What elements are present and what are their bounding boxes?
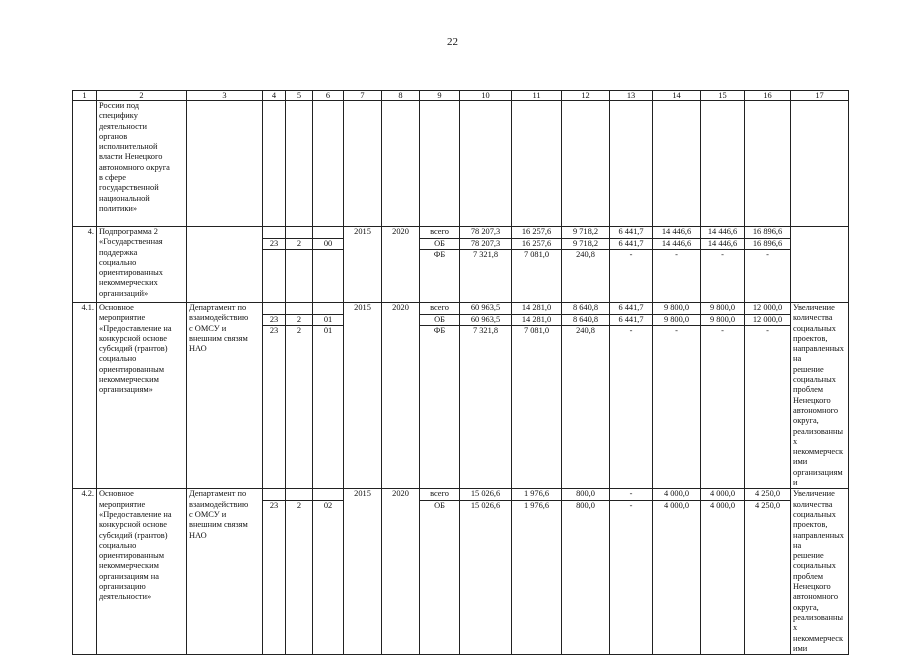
code-col-5-line — [286, 227, 312, 239]
code-col-4-line — [263, 303, 285, 315]
amount-2017-line: - — [629, 500, 633, 510]
funding-source-line: ФБ — [433, 250, 446, 260]
expected-result: Увеличение количества социальных проектов, направленных на решение социальных проблем Ненецкого автономного округа, реализованных некоммерческими организациями — [791, 303, 849, 489]
activity-name: Подпрограмма 2 «Государственная поддержка социально ориентированных некоммерческих организаций» — [97, 227, 187, 303]
amount-2020 — [745, 227, 791, 303]
column-header-7: 7 — [344, 91, 382, 101]
expected-result: Увеличение количества социальных проектов, направленных на решение социальных проблем Ненецкого автономного округа, реализованных некоммерческими — [791, 489, 849, 655]
code-col-4-line — [263, 250, 285, 261]
column-header-9: 9 — [420, 91, 460, 101]
amount-2017 — [610, 303, 653, 489]
amount-2018 — [653, 303, 701, 489]
amount-2017-line: 6 441,7 — [610, 315, 652, 327]
code-col-4 — [263, 227, 286, 303]
code-col-6-line — [313, 489, 343, 501]
amount-2020 — [745, 489, 791, 655]
code-col-6-line — [313, 227, 343, 239]
code-col-5-line — [286, 303, 312, 315]
column-header-8: 8 — [382, 91, 420, 101]
amount-total — [460, 303, 512, 489]
table-row — [73, 227, 849, 303]
column-header-6: 6 — [313, 91, 344, 101]
program-table — [72, 90, 849, 655]
code-col-6-line: 01 — [313, 315, 343, 327]
amount-2020-line: - — [766, 326, 769, 336]
amount-2019-line: 9 800,0 — [701, 303, 744, 315]
amount-2020-line: 12 000,0 — [745, 303, 790, 315]
column-header-4: 4 — [263, 91, 286, 101]
funding-source-line: всего — [420, 489, 459, 501]
activity-name: Основное мероприятие «Предоставление на конкурсной основе субсидий (грантов) социально ориентированным некоммерческим организациям на организацию деятельности» — [97, 489, 187, 655]
amount-2015-line: 16 257,6 — [512, 227, 561, 239]
code-col-4 — [263, 489, 286, 655]
amount-total-line: 60 963,5 — [460, 303, 511, 315]
amount-2016-line: 8 640,8 — [562, 315, 609, 327]
amount-total-line: 7 321,8 — [472, 326, 499, 336]
code-col-6-line — [313, 250, 343, 261]
column-number-header — [73, 91, 849, 101]
column-header-3: 3 — [187, 91, 263, 101]
page-number: 22 — [447, 36, 458, 48]
amount-2017-line: - — [610, 489, 652, 501]
amount-total-line: 78 207,3 — [460, 227, 511, 239]
code-col-4 — [263, 303, 286, 489]
amount-2016-line: 240,8 — [576, 326, 595, 336]
column-header-11: 11 — [512, 91, 562, 101]
start-year: 2015 — [344, 303, 382, 489]
code-col-4-line: 23 — [263, 315, 285, 327]
amount-2018-line: 9 800,0 — [653, 315, 700, 327]
amount-2016 — [562, 227, 610, 303]
executor — [187, 227, 263, 303]
amount-total-line: 60 963,5 — [460, 315, 511, 327]
amount-2015-line: 1 976,6 — [512, 489, 561, 501]
continued-row — [73, 101, 849, 227]
code-col-4-line — [263, 227, 285, 239]
code-col-4-line — [263, 489, 285, 501]
amount-2018 — [653, 489, 701, 655]
amount-2016-line: 8 640,8 — [562, 303, 609, 315]
column-header-10: 10 — [460, 91, 512, 101]
amount-total — [460, 489, 512, 655]
column-header-12: 12 — [562, 91, 610, 101]
amount-2015-line: 1 976,6 — [523, 500, 550, 510]
activity-name: Основное мероприятие «Предоставление на конкурсной основе субсидий (грантов) социально ориентированным некоммерческим организациям» — [97, 303, 187, 489]
amount-total-line: 15 026,6 — [470, 500, 501, 510]
amount-2019-line: - — [721, 326, 724, 336]
amount-2016-line: 800,0 — [576, 500, 595, 510]
code-col-5 — [286, 303, 313, 489]
amount-2016-line: 240,8 — [576, 250, 595, 260]
funding-source-line: ОБ — [434, 500, 445, 510]
amount-2018-line: - — [675, 250, 678, 260]
amount-2019-line: - — [721, 250, 724, 260]
amount-2015 — [512, 489, 562, 655]
code-col-6 — [313, 489, 344, 655]
amount-2020 — [745, 303, 791, 489]
amount-2019-line: 14 446,6 — [701, 239, 744, 251]
code-col-5 — [286, 489, 313, 655]
code-col-4-line: 23 — [263, 239, 285, 251]
code-col-4-line: 23 — [269, 500, 279, 510]
code-col-6-line — [313, 303, 343, 315]
amount-2020-line: 4 250,0 — [754, 500, 781, 510]
end-year: 2020 — [382, 489, 420, 655]
amount-2017 — [610, 227, 653, 303]
amount-2018-line: 9 800,0 — [653, 303, 700, 315]
row-number: 4.1. — [73, 303, 97, 489]
column-header-17: 17 — [791, 91, 849, 101]
amount-2017-line: 6 441,7 — [610, 303, 652, 315]
funding-source-line: всего — [420, 303, 459, 315]
expected-result — [791, 227, 849, 303]
code-col-5-line: 2 — [296, 500, 302, 510]
amount-2018 — [653, 227, 701, 303]
amount-2018-line: 4 000,0 — [653, 489, 700, 501]
amount-total-line: 7 321,8 — [472, 250, 499, 260]
amount-2019-line: 4 000,0 — [701, 489, 744, 501]
executor: Департамент по взаимодействию с ОМСУ и внешним связям НАО — [187, 489, 263, 655]
funding-source-line: всего — [420, 227, 459, 239]
amount-2015-line: 16 257,6 — [512, 239, 561, 251]
funding-source-line: ОБ — [420, 315, 459, 327]
row-number: 4. — [73, 227, 97, 303]
code-col-6 — [313, 227, 344, 303]
column-header-1: 1 — [73, 91, 97, 101]
amount-total-line: 15 026,6 — [460, 489, 511, 501]
funding-source — [420, 303, 460, 489]
amount-2020-line: 4 250,0 — [745, 489, 790, 501]
column-header-5: 5 — [286, 91, 313, 101]
amount-2015-line: 14 281,0 — [512, 303, 561, 315]
funding-source — [420, 227, 460, 303]
amount-2020-line: 12 000,0 — [745, 315, 790, 327]
amount-2018-line: - — [675, 326, 678, 336]
amount-2018-line: 4 000,0 — [663, 500, 690, 510]
column-header-15: 15 — [701, 91, 745, 101]
table-row — [73, 303, 849, 489]
start-year: 2015 — [344, 227, 382, 303]
amount-2016-line: 800,0 — [562, 489, 609, 501]
amount-2019 — [701, 489, 745, 655]
amount-2016 — [562, 489, 610, 655]
column-header-16: 16 — [745, 91, 791, 101]
amount-2017-line: 6 441,7 — [610, 227, 652, 239]
amount-2017-line: - — [629, 326, 633, 336]
amount-2015-line: 14 281,0 — [512, 315, 561, 327]
code-col-5 — [286, 227, 313, 303]
table-row — [73, 489, 849, 655]
amount-2019-line: 14 446,6 — [701, 227, 744, 239]
amount-2015 — [512, 303, 562, 489]
amount-2017-line: 6 441,7 — [610, 239, 652, 251]
amount-2020-line: - — [766, 250, 769, 260]
code-col-5-line: 2 — [286, 239, 312, 251]
end-year: 2020 — [382, 303, 420, 489]
amount-2018-line: 14 446,6 — [653, 227, 700, 239]
code-col-6-line: 01 — [323, 326, 333, 336]
code-col-5-line: 2 — [296, 326, 302, 336]
amount-2018-line: 14 446,6 — [653, 239, 700, 251]
amount-2017 — [610, 489, 653, 655]
funding-source-line: ФБ — [433, 326, 446, 336]
amount-2019-line: 4 000,0 — [709, 500, 736, 510]
code-col-5-line — [286, 250, 312, 261]
code-col-6-line: 00 — [313, 239, 343, 251]
column-header-13: 13 — [610, 91, 653, 101]
amount-2015-line: 7 081,0 — [523, 250, 550, 260]
funding-source-line: ОБ — [420, 239, 459, 251]
code-col-5-line: 2 — [286, 315, 312, 327]
amount-2016 — [562, 303, 610, 489]
code-col-6 — [313, 303, 344, 489]
row-number: 4.2. — [73, 489, 97, 655]
amount-2017-line: - — [629, 250, 633, 260]
amount-total-line: 78 207,3 — [460, 239, 511, 251]
amount-2019 — [701, 227, 745, 303]
amount-2016-line: 9 718,2 — [562, 239, 609, 251]
amount-2020-line: 16 896,6 — [745, 227, 790, 239]
end-year: 2020 — [382, 227, 420, 303]
code-col-5-line — [286, 489, 312, 501]
amount-total — [460, 227, 512, 303]
amount-2019-line: 9 800,0 — [701, 315, 744, 327]
continued-name-cell: России под специфику деятельности органов исполнительной власти Ненецкого автономного округа в сфере государственной национальной политики» — [97, 101, 187, 227]
funding-source — [420, 489, 460, 655]
amount-2015-line: 7 081,0 — [523, 326, 550, 336]
code-col-4-line: 23 — [269, 326, 279, 336]
start-year: 2015 — [344, 489, 382, 655]
amount-2019 — [701, 303, 745, 489]
column-header-14: 14 — [653, 91, 701, 101]
executor: Департамент по взаимодействию с ОМСУ и внешним связям НАО — [187, 303, 263, 489]
amount-2020-line: 16 896,6 — [745, 239, 790, 251]
code-col-6-line: 02 — [323, 500, 333, 510]
column-header-2: 2 — [97, 91, 187, 101]
amount-2016-line: 9 718,2 — [562, 227, 609, 239]
amount-2015 — [512, 227, 562, 303]
